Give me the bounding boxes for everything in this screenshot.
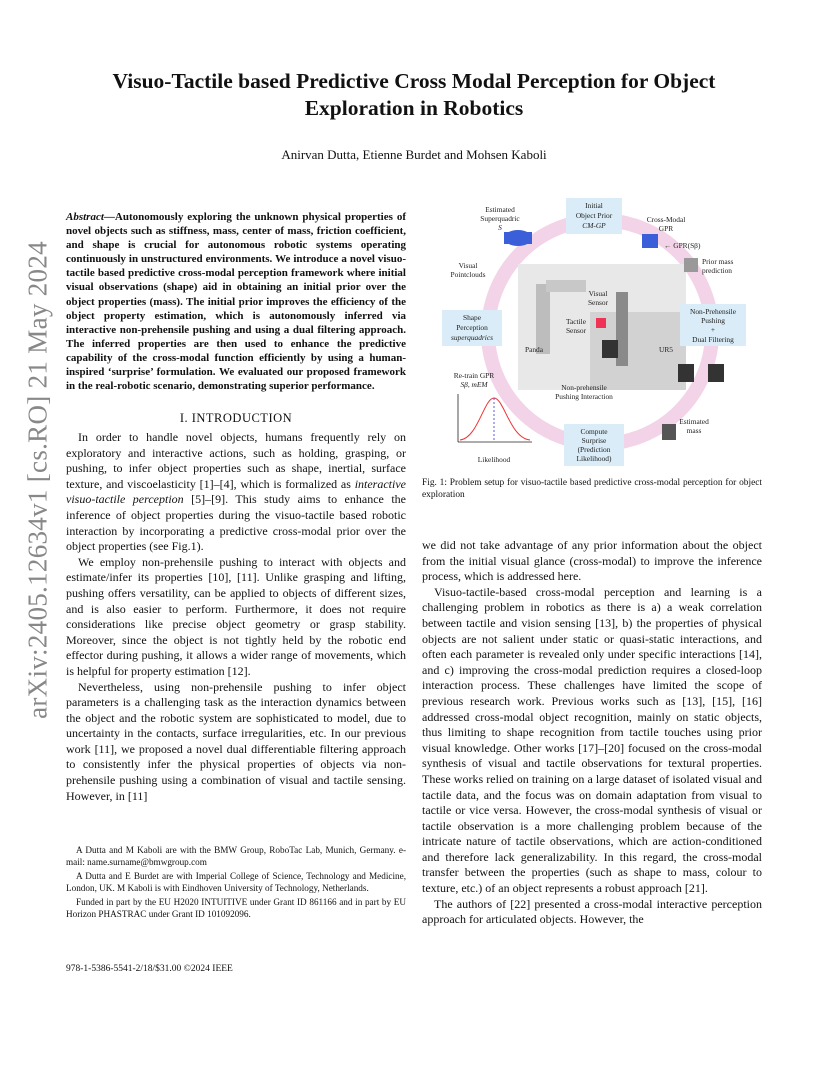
right-paragraph-1: Visuo-tactile-based cross-modal perception and learning is a challenging problem in robotics as there is a) a weak correlation between tactile and vision sensing [13], b) the properties of physical objects are not salient under static or quasi-static interactions, and often each parameter is revealed only under specific interactions [14], and c) improving the cross-modal prediction requires a closed-loop interaction process. These challenges have limited the scope of previous research work. Previous works such as [13], [15], [16] addressed cross-modal object recognition, mainly on static objects, thus limiting to shape recognition from tactile touches using prior visual knowledge. Other works [17]–[20] focused on the cross-modal synthesis of visual and tactile observations for textural properties. These works relied on training on a large dataset of isolated visual and tactile data, and the focus was on domain adaptation from visual to tactile or vice versa. However, the cross-modal synthesis of visual or tactile observation is a more challenging problem because of the intricate nature of tactile observations, which are action-conditioned and therefore lack generalizability. In this regard, the cross-modal transfer between the properties (such as shape to mass, colour to texture, etc.) of an object represents a robust approach [21]. — [422, 584, 762, 896]
intro-paragraph-2: We employ non-prehensile pushing to interact with objects and estimate/infer its properties [10], [11]. Unlike grasping and lifting, pushing offers versatility, can be applied to objects of different sizes, and is also easier to perform. Furthermore, it does not require considerations like precise object geometry or grasp stability. Moreover, since the object is not tightly held by the robotic end effector during pushing, it allows a wider range of movements, which is helpful for property estimation [12]. — [66, 554, 406, 678]
svg-text:Initial: Initial — [585, 201, 603, 210]
svg-text:prediction: prediction — [702, 266, 732, 275]
svg-text:Compute: Compute — [580, 427, 608, 436]
svg-text:Tactile: Tactile — [566, 317, 586, 326]
footnote-2: A Dutta and E Burdet are with Imperial College of Science, Technology and Medicine, London, UK. M Kaboli is with Eindhoven University of Technology, Netherlands. — [66, 871, 406, 893]
footnotes — [66, 844, 406, 922]
svg-text:mass: mass — [686, 426, 702, 435]
svg-text:Surprise: Surprise — [581, 436, 607, 445]
panda-arm — [536, 284, 550, 354]
svg-text:Prior mass: Prior mass — [702, 257, 734, 266]
svg-text:Likelihood): Likelihood) — [576, 454, 612, 463]
intro-paragraph-3: Nevertheless, using non-prehensile pushing to infer object parameters is a challenging task as the interaction dynamics between the object and the robotic system are sophisticated to model, due to uncertainty in the contacts, surface irregularities, etc. In our previous work [11], we proposed a novel dual differentiable filtering approach to consistently infer the physical properties of objects via non-prehensile pushing using a combination of visual and tactile sensing. However, in [11] — [66, 679, 406, 803]
intro-paragraph-1: In order to handle novel objects, humans frequently rely on exploratory and interactive actions, such as holding, grasping, or pushing, to infer object properties such as shape, inertial, surface texture, and viscoelasticity [1]–[4], which is formalized as interactive visuo-tactile perception [5]–[9]. This study aims to enhance the inference of object properties during the visuo-tactile based robotic interaction by incorporating a predictive cross-modal prior over the object properties (see Fig.1). — [66, 430, 406, 554]
paper-title: Visuo-Tactile based Predictive Cross Modal Perception for Object Exploration in Robotics — [112, 69, 716, 120]
svg-text:Object Prior: Object Prior — [575, 211, 613, 220]
introduction-body — [66, 430, 406, 804]
svg-text:← GPR(Sβ): ← GPR(Sβ) — [664, 241, 701, 250]
svg-text:Estimated: Estimated — [485, 205, 515, 214]
svg-text:Re-train GPR: Re-train GPR — [453, 371, 495, 380]
estimated-mass-object — [662, 424, 676, 440]
right-column-body — [422, 538, 762, 928]
svg-text:Likelihood: Likelihood — [477, 455, 511, 464]
svg-text:Pushing Interaction: Pushing Interaction — [555, 392, 613, 401]
svg-text:Non-prehensile: Non-prehensile — [561, 383, 607, 392]
right-paragraph-0: we did not take advantage of any prior information about the object from the initial visual glance (cross-modal) to improve the inference process, which is addressed here. — [422, 538, 762, 584]
isbn-line: 978-1-5386-5541-2/18/$31.00 ©2024 IEEE — [66, 964, 233, 974]
svg-text:superquadrics: superquadrics — [450, 333, 494, 342]
svg-text:Non-Prehensile: Non-Prehensile — [690, 307, 736, 316]
figure-1-caption: Fig. 1: Problem setup for visuo-tactile based predictive cross-modal perception for object exploration — [422, 478, 762, 500]
svg-text:Cross-Modal: Cross-Modal — [646, 215, 686, 224]
svg-text:Dual Filtering: Dual Filtering — [692, 335, 734, 344]
svg-text:Perception: Perception — [456, 323, 488, 332]
abstract — [66, 210, 406, 393]
arxiv-side-label: arXiv:2405.12634v1 [cs.RO] 21 May 2024 — [22, 241, 53, 719]
object-photo — [602, 340, 618, 358]
svg-text:(Prediction: (Prediction — [577, 445, 611, 454]
svg-text:Visual: Visual — [458, 261, 478, 270]
abstract-text: —Autonomously exploring the unknown physical properties of novel objects such as stiffness, mass, center of mass, friction coefficient, and shape is crucial for autonomous robotic systems operating continuously in unstructured environments. We introduce a novel visuo-tactile based predictive cross-modal perception framework where initial visual observations (shape) aid in obtaining an initial prior over the object properties (mass). The initial prior improves the efficiency of the object property estimation, which is autonomously inferred via interactive non-prehensile pushing and using a dual filtering approach. The inferred properties are then used to enhance the predictive capability of the cross-modal function efficiently by using a human-inspired ‘surprise’ formulation. We evaluated our proposed framework in the real-robotic scenario, demonstrating superior performance. — [66, 211, 406, 393]
footnote-3: Funded in part by the EU H2020 INTUITIVE under Grant ID 861166 and in part by EU Horizon PHASTRAC under Grant ID 101092096. — [66, 897, 406, 919]
svg-text:Pointclouds: Pointclouds — [450, 270, 486, 279]
svg-text:Visual: Visual — [588, 289, 608, 298]
figure-1 — [440, 192, 760, 470]
svg-text:Sensor: Sensor — [587, 298, 609, 307]
svg-text:GPR: GPR — [658, 224, 674, 233]
svg-text:Shape: Shape — [462, 313, 482, 322]
tactile-sensor — [596, 318, 606, 328]
svg-text:Panda: Panda — [524, 345, 544, 354]
paper-authors: Anirvan Dutta, Etienne Burdet and Mohsen Kaboli — [281, 147, 547, 162]
svg-text:UR5: UR5 — [659, 345, 673, 354]
prior-mass-object — [684, 258, 698, 272]
svg-text:CM-GP: CM-GP — [582, 221, 606, 230]
svg-text:+: + — [710, 325, 716, 334]
footnote-1: A Dutta and M Kaboli are with the BMW Group, RoboTac Lab, Munich, Germany. e-mail: name.surname@bmwgroup.com — [66, 845, 406, 867]
section-heading-introduction: I. INTRODUCTION — [179, 411, 293, 425]
svg-text:Pushing: Pushing — [701, 316, 725, 325]
svg-text:Estimated: Estimated — [679, 417, 709, 426]
right-paragraph-2: The authors of [22] presented a cross-modal interactive perception approach for articulated objects. However, the — [422, 896, 762, 927]
svg-text:S: S — [498, 223, 502, 232]
abstract-label: Abstract — [66, 211, 104, 223]
svg-text:Sβ, mEM: Sβ, mEM — [460, 380, 488, 389]
svg-text:Sensor: Sensor — [565, 326, 587, 335]
svg-text:Superquadric: Superquadric — [480, 214, 520, 223]
